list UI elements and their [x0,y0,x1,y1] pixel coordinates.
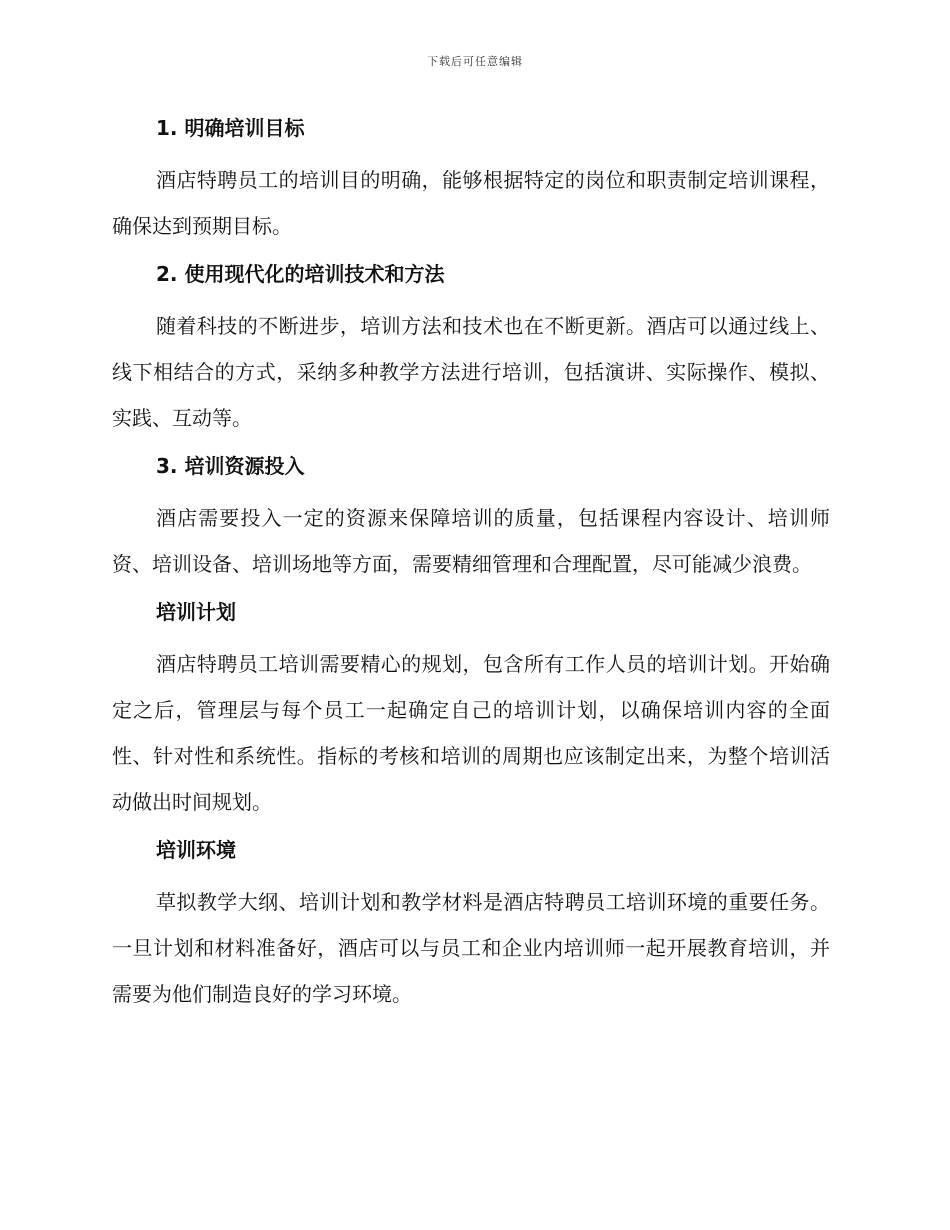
section-paragraph: 酒店特聘员工的培训目的明确，能够根据特定的岗位和职责制定培训课程，确保达到预期目标。 [112,168,830,238]
section-training-resources [112,450,830,587]
section-training-environment [112,834,830,1017]
section-heading: 2. 使用现代化的培训技术和方法 [156,262,445,286]
section-paragraph: 酒店特聘员工培训需要精心的规划，包含所有工作人员的培训计划。开始确定之后，管理层与每个员工一起确定自己的培训计划，以确保培训内容的全面性、针对性和系统性。指标的考核和培训的周期也应该制定出来，为整个培训活动做出时间规划。 [112,652,830,814]
section-training-plan [112,596,830,825]
page-header-note: 下载后可任意编辑 [427,55,523,68]
section-heading: 1. 明确培训目标 [156,116,305,140]
section-heading: 培训计划 [156,600,236,624]
section-training-methods [112,258,830,441]
section-heading: 3. 培训资源投入 [156,454,305,478]
section-training-goals [112,112,830,249]
section-paragraph: 酒店需要投入一定的资源来保障培训的质量，包括课程内容设计、培训师资、培训设备、培训场地等方面，需要精细管理和合理配置，尽可能减少浪费。 [112,506,830,576]
document-body [112,112,830,1026]
section-paragraph: 草拟教学大纲、培训计划和教学材料是酒店特聘员工培训环境的重要任务。一旦计划和材料准备好，酒店可以与员工和企业内培训师一起开展教育培训，并需要为他们制造良好的学习环境。 [112,890,830,1006]
section-heading: 培训环境 [156,838,236,862]
section-paragraph: 随着科技的不断进步，培训方法和技术也在不断更新。酒店可以通过线上、线下相结合的方式，采纳多种教学方法进行培训，包括演讲、实际操作、模拟、实践、互动等。 [112,314,830,430]
